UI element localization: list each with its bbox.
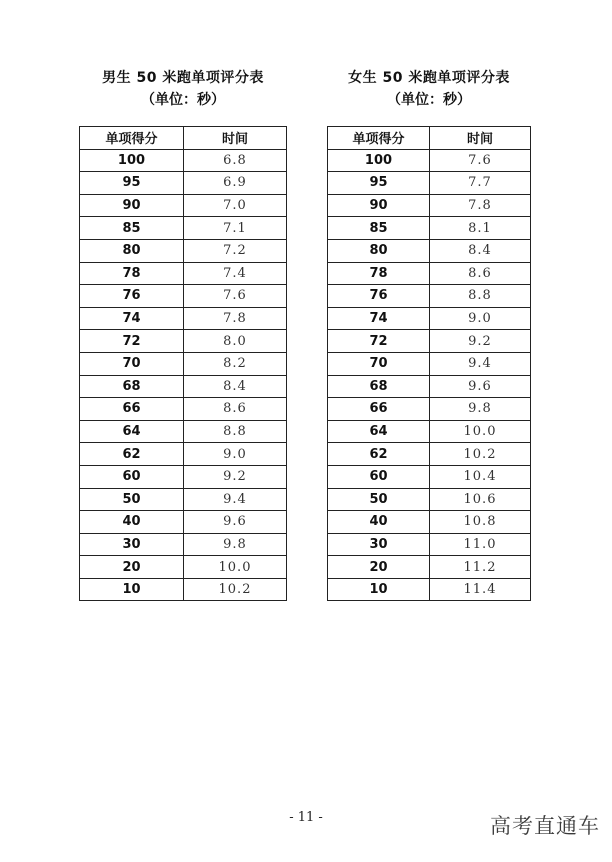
score-cell: 40 <box>80 511 184 534</box>
table-row <box>80 194 287 217</box>
score-cell: 70 <box>80 352 184 375</box>
score-cell: 80 <box>328 239 430 262</box>
table-row <box>328 172 531 195</box>
score-cell: 64 <box>328 420 430 443</box>
score-cell: 62 <box>80 443 184 466</box>
time-cell: 8.6 <box>184 398 287 421</box>
table-row <box>328 239 531 262</box>
time-cell: 7.1 <box>184 217 287 240</box>
table-row <box>80 578 287 601</box>
female-score-table <box>327 126 531 601</box>
score-cell: 60 <box>328 465 430 488</box>
time-cell: 8.8 <box>430 285 531 308</box>
score-cell: 66 <box>328 398 430 421</box>
score-cell: 90 <box>328 194 430 217</box>
time-cell: 8.1 <box>430 217 531 240</box>
table-row <box>80 420 287 443</box>
score-cell: 78 <box>80 262 184 285</box>
time-cell: 8.4 <box>430 239 531 262</box>
time-cell: 8.0 <box>184 330 287 353</box>
time-cell: 8.6 <box>430 262 531 285</box>
score-cell: 30 <box>328 533 430 556</box>
time-cell: 7.6 <box>430 149 531 172</box>
time-cell: 6.9 <box>184 172 287 195</box>
score-cell: 66 <box>80 398 184 421</box>
time-cell: 7.7 <box>430 172 531 195</box>
score-cell: 40 <box>328 511 430 534</box>
score-cell: 72 <box>80 330 184 353</box>
table-row <box>80 465 287 488</box>
page-number: - 11 - <box>289 810 323 825</box>
score-cell: 10 <box>328 578 430 601</box>
score-cell: 50 <box>80 488 184 511</box>
table-row <box>328 420 531 443</box>
time-cell: 10.8 <box>430 511 531 534</box>
time-cell: 9.4 <box>430 352 531 375</box>
time-cell: 9.6 <box>430 375 531 398</box>
female-table-title: 女生 50 米跑单项评分表 <box>348 70 510 86</box>
table-row <box>328 375 531 398</box>
male-table-unit: （单位：秒） <box>141 92 225 108</box>
time-cell: 9.0 <box>430 307 531 330</box>
score-cell: 90 <box>80 194 184 217</box>
score-cell: 50 <box>328 488 430 511</box>
score-cell: 74 <box>328 307 430 330</box>
table-row <box>328 578 531 601</box>
time-cell: 8.4 <box>184 375 287 398</box>
table-row <box>328 533 531 556</box>
table-header-row <box>80 127 287 150</box>
time-cell: 7.2 <box>184 239 287 262</box>
male-table-title: 男生 50 米跑单项评分表 <box>102 70 264 86</box>
score-cell: 85 <box>328 217 430 240</box>
time-cell: 10.6 <box>430 488 531 511</box>
time-cell: 9.8 <box>184 533 287 556</box>
table-row <box>80 239 287 262</box>
time-cell: 11.0 <box>430 533 531 556</box>
score-cell: 60 <box>80 465 184 488</box>
score-cell: 95 <box>328 172 430 195</box>
time-cell: 11.4 <box>430 578 531 601</box>
score-cell: 80 <box>80 239 184 262</box>
table-row <box>328 352 531 375</box>
male-table-body <box>80 149 287 601</box>
table-row <box>80 285 287 308</box>
table-row <box>80 443 287 466</box>
score-cell: 30 <box>80 533 184 556</box>
male-score-table <box>79 126 287 601</box>
score-cell: 95 <box>80 172 184 195</box>
time-cell: 7.8 <box>184 307 287 330</box>
table-row <box>80 375 287 398</box>
table-row <box>80 488 287 511</box>
time-cell: 10.2 <box>184 578 287 601</box>
score-cell: 72 <box>328 330 430 353</box>
table-row <box>80 398 287 421</box>
time-cell: 9.6 <box>184 511 287 534</box>
time-cell: 7.6 <box>184 285 287 308</box>
score-cell: 78 <box>328 262 430 285</box>
female-table-body <box>328 149 531 601</box>
table-row <box>328 194 531 217</box>
table-row <box>80 511 287 534</box>
score-cell: 70 <box>328 352 430 375</box>
female-score-table-section <box>327 68 531 598</box>
score-cell: 74 <box>80 307 184 330</box>
table-row <box>328 443 531 466</box>
score-column-header: 单项得分 <box>328 127 430 150</box>
table-row <box>328 262 531 285</box>
table-row <box>328 465 531 488</box>
score-cell: 68 <box>328 375 430 398</box>
time-column-header: 时间 <box>184 127 287 150</box>
score-cell: 100 <box>328 149 430 172</box>
table-row <box>80 533 287 556</box>
table-row <box>80 149 287 172</box>
time-cell: 7.0 <box>184 194 287 217</box>
table-row <box>328 488 531 511</box>
time-cell: 10.0 <box>184 556 287 579</box>
time-cell: 8.8 <box>184 420 287 443</box>
table-row <box>328 149 531 172</box>
table-row <box>328 511 531 534</box>
table-row <box>80 556 287 579</box>
watermark-text: 高考直通车 <box>490 814 600 838</box>
time-cell: 9.8 <box>430 398 531 421</box>
time-cell: 10.2 <box>430 443 531 466</box>
time-column-header: 时间 <box>430 127 531 150</box>
time-cell: 9.0 <box>184 443 287 466</box>
score-cell: 20 <box>328 556 430 579</box>
table-row <box>80 217 287 240</box>
time-cell: 6.8 <box>184 149 287 172</box>
table-row <box>328 285 531 308</box>
table-row <box>328 330 531 353</box>
table-row <box>328 217 531 240</box>
time-cell: 7.8 <box>430 194 531 217</box>
female-table-unit: （单位：秒） <box>387 92 471 108</box>
score-cell: 68 <box>80 375 184 398</box>
score-cell: 85 <box>80 217 184 240</box>
score-cell: 76 <box>328 285 430 308</box>
time-cell: 9.2 <box>430 330 531 353</box>
score-column-header: 单项得分 <box>80 127 184 150</box>
time-cell: 9.4 <box>184 488 287 511</box>
score-cell: 76 <box>80 285 184 308</box>
time-cell: 10.4 <box>430 465 531 488</box>
score-cell: 100 <box>80 149 184 172</box>
time-cell: 8.2 <box>184 352 287 375</box>
table-row <box>80 352 287 375</box>
table-row <box>80 330 287 353</box>
time-cell: 9.2 <box>184 465 287 488</box>
table-row <box>80 262 287 285</box>
time-cell: 7.4 <box>184 262 287 285</box>
score-cell: 62 <box>328 443 430 466</box>
time-cell: 11.2 <box>430 556 531 579</box>
score-cell: 10 <box>80 578 184 601</box>
table-row <box>328 307 531 330</box>
table-row <box>328 556 531 579</box>
table-header-row <box>328 127 531 150</box>
table-row <box>80 307 287 330</box>
score-cell: 20 <box>80 556 184 579</box>
table-row <box>328 398 531 421</box>
time-cell: 10.0 <box>430 420 531 443</box>
table-row <box>80 172 287 195</box>
score-cell: 64 <box>80 420 184 443</box>
male-score-table-section <box>79 68 287 598</box>
